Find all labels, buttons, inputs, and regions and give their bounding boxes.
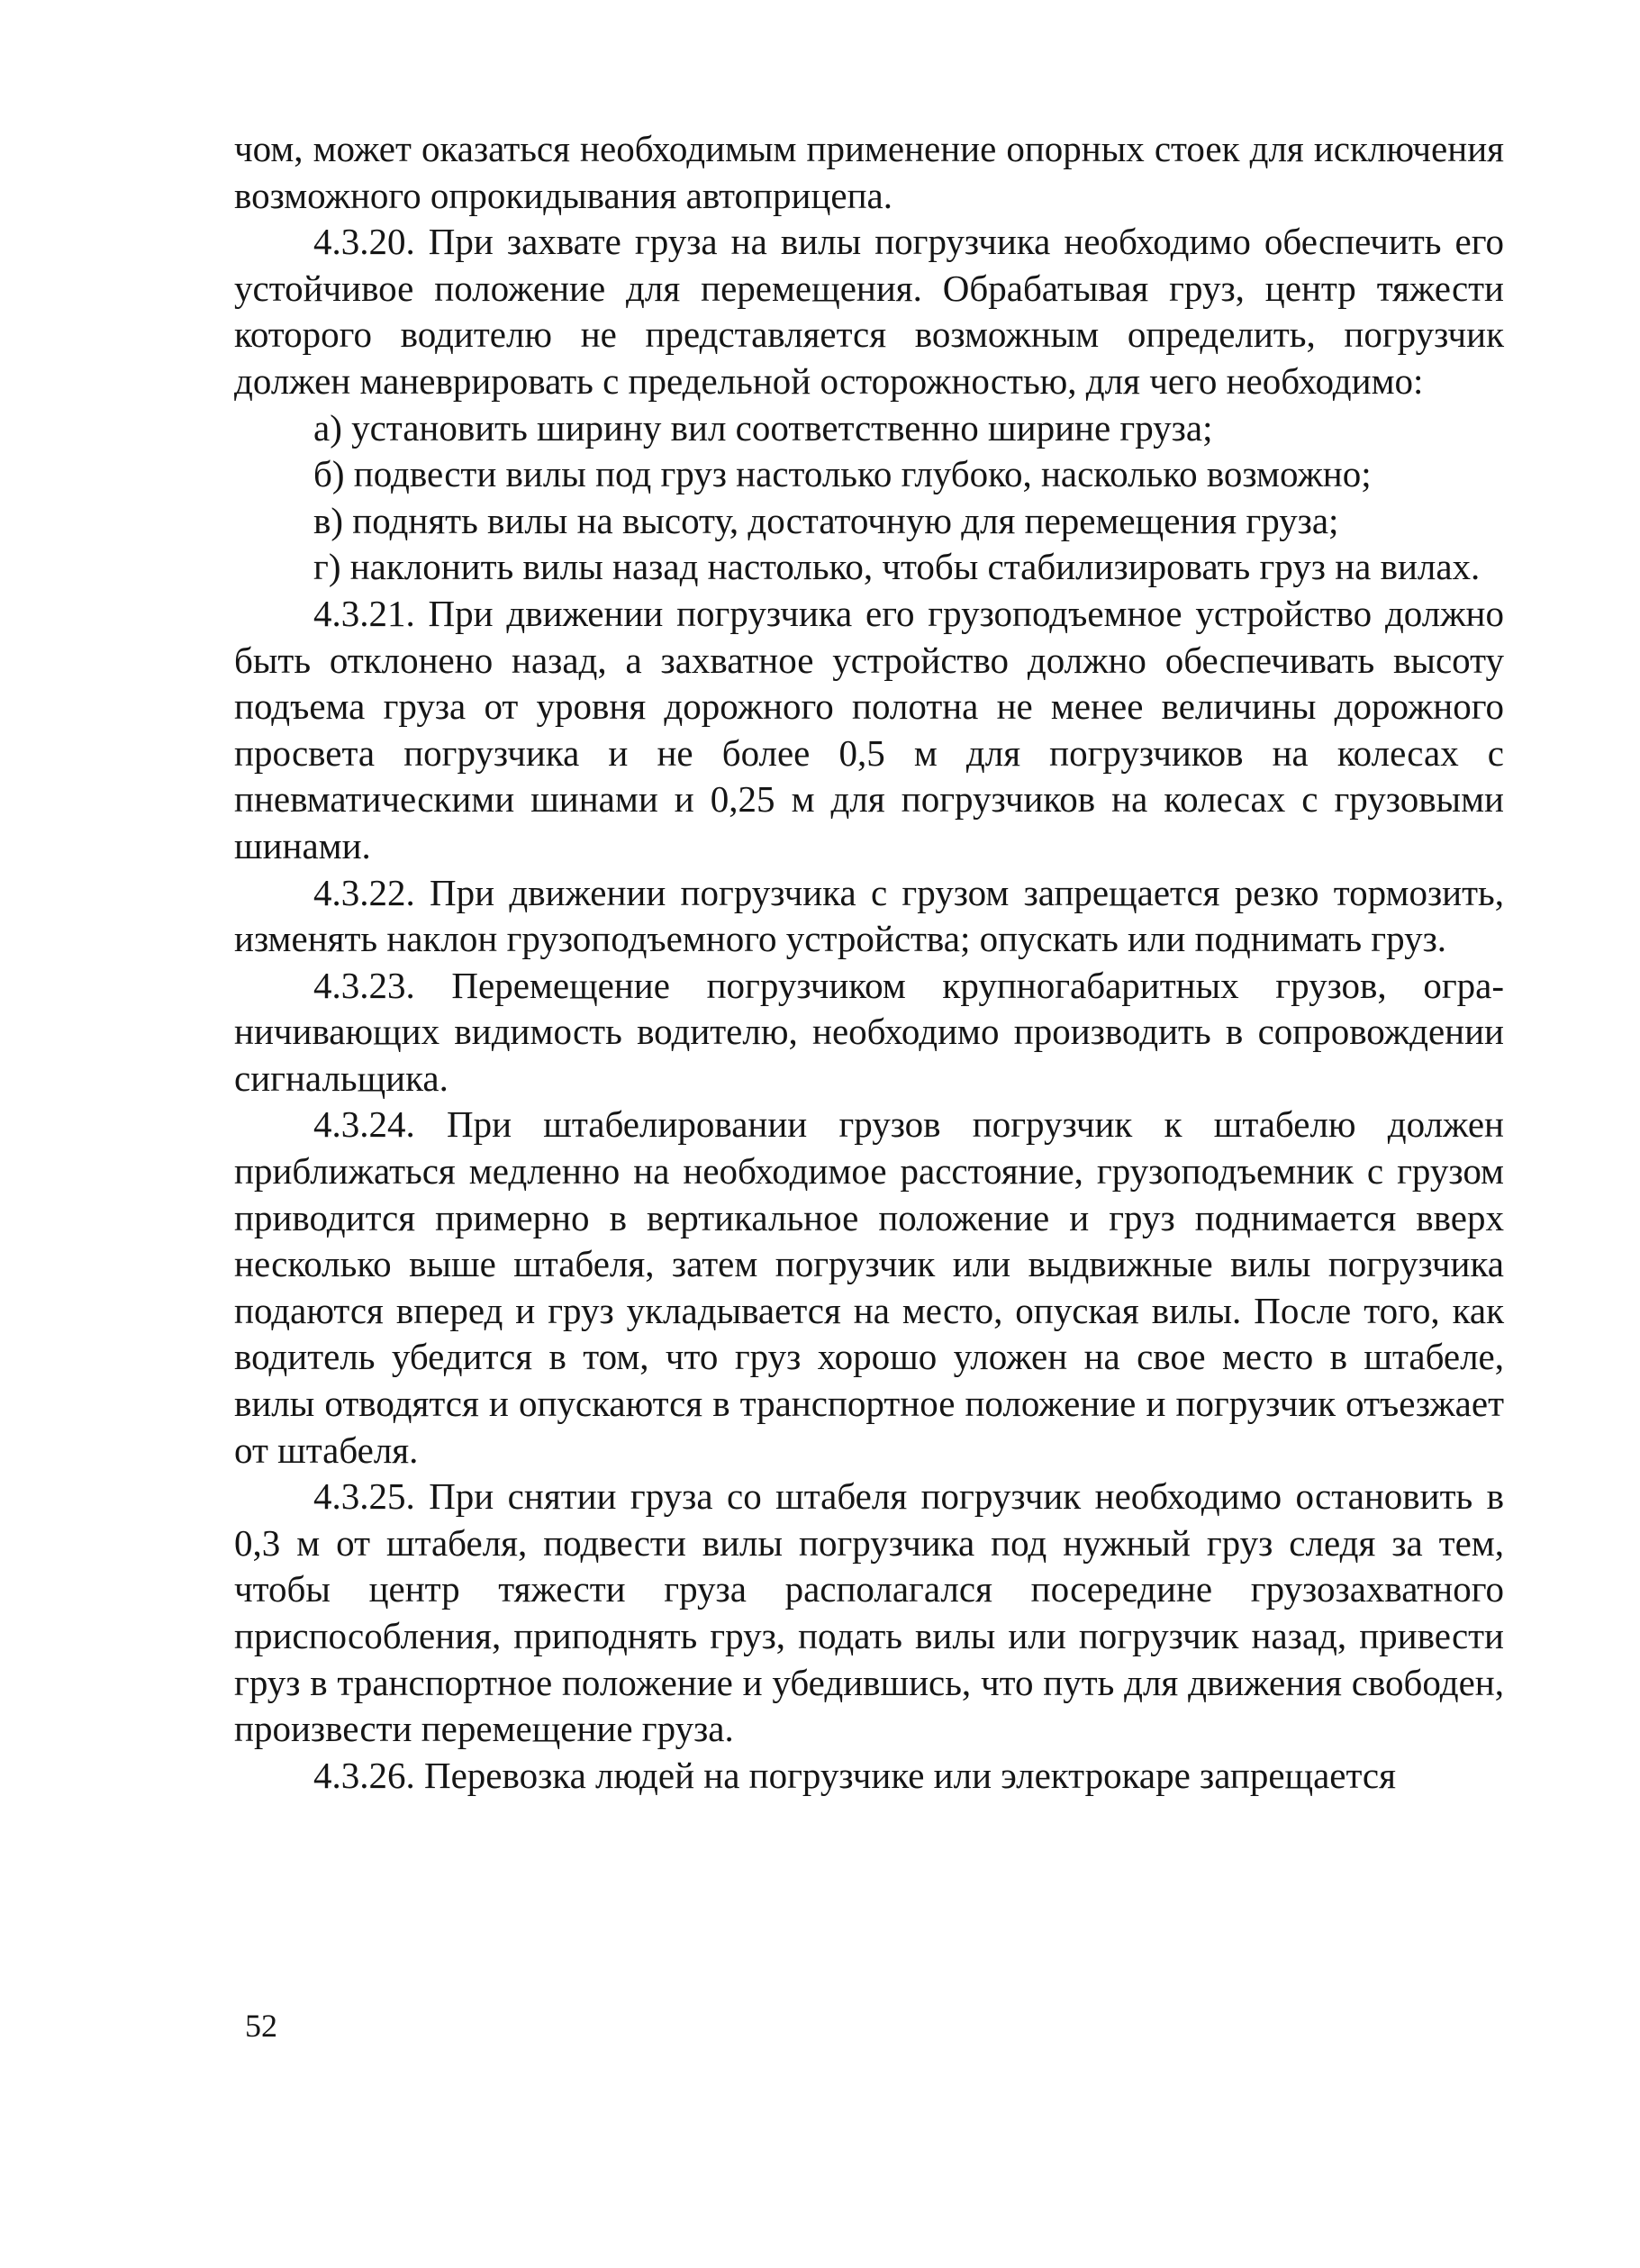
paragraph-4-3-25: 4.3.25. При снятии груза со штабеля погрузчик необходимо остановить в 0,3 м от штабеля, подвести вилы погрузчика под нужный груз следя за тем, чтобы центр тяжести груза располагался посередине грузозахватного приспособления, приподнять груз, подать вилы или погрузчик назад, привести груз в транспортное положение и убедившись, что путь для движения свободен, произвести перемещение груза. [234, 1475, 1504, 1750]
paragraph-4-3-26: 4.3.26. Перевозка людей на погрузчике или электрокаре запрещается [313, 1754, 1396, 1796]
list-item-g: г) наклонить вилы назад настолько, чтобы стабилизировать груз на вилах. [313, 546, 1481, 588]
paragraph-4-3-23: 4.3.23. Перемещение погрузчиком крупногабаритных грузов, ограничивающих видимость водителю, необходимо производить в сопровождении сигнальщика. [234, 964, 1504, 1099]
paragraph-4-3-22: 4.3.22. При движении погрузчика с грузом запрещается резко тормозить, изменять наклон грузоподъемного устройства; опускать или поднимать груз. [234, 871, 1504, 960]
list-item-b: б) подвести вилы под груз настолько глубоко, насколько возможно; [313, 453, 1372, 495]
body-text [234, 126, 1504, 1799]
paragraph-4-3-20: 4.3.20. При захвате груза на вилы погрузчика необходимо обеспечить его устойчивое положение для перемещения. Обрабатывая груз, центр тяжести которого водителю не представляется возможным определить, погрузчик должен маневрировать с предельной осторожностью, для чего необходимо: [234, 221, 1504, 402]
paragraph-4-3-21: 4.3.21. При движении погрузчика его грузоподъемное устройство должно быть отклонено назад, а захватное устройство должно обеспечивать высоту подъема груза от уровня дорожного полотна не менее величины дорожного просвета погрузчика и не более 0,5 м для погрузчиков на колесах с пневматическими шинами и 0,25 м для погрузчиков на колесах с грузовыми шинами. [234, 592, 1504, 866]
list-item-a: а) установить ширину вил соответственно ширине груза; [313, 406, 1213, 449]
list-item-v: в) поднять вилы на высоту, достаточную для перемещения груза; [313, 499, 1339, 541]
paragraph-continuation: чом, может оказаться необходимым применение опорных стоек для исключения возможного опрокидывания автоприцепа. [234, 128, 1504, 216]
page-number: 52 [245, 2008, 277, 2044]
paragraph-4-3-24: 4.3.24. При штабелировании грузов погрузчик к штабелю должен приближаться медленно на необходимое расстояние, грузоподъемник с грузом приводится примерно в вертикальное положение и груз поднимается вверх несколько выше штабеля, затем погрузчик или выдвижные вилы погрузчика подаются вперед и груз укладывается на место, опуская вилы. После того, как водитель убедится в том, что груз хорошо уложен на свое место в штабеле, вилы отводятся и опускаются в транспортное положение и погрузчик отъезжает от штабеля. [234, 1103, 1504, 1471]
